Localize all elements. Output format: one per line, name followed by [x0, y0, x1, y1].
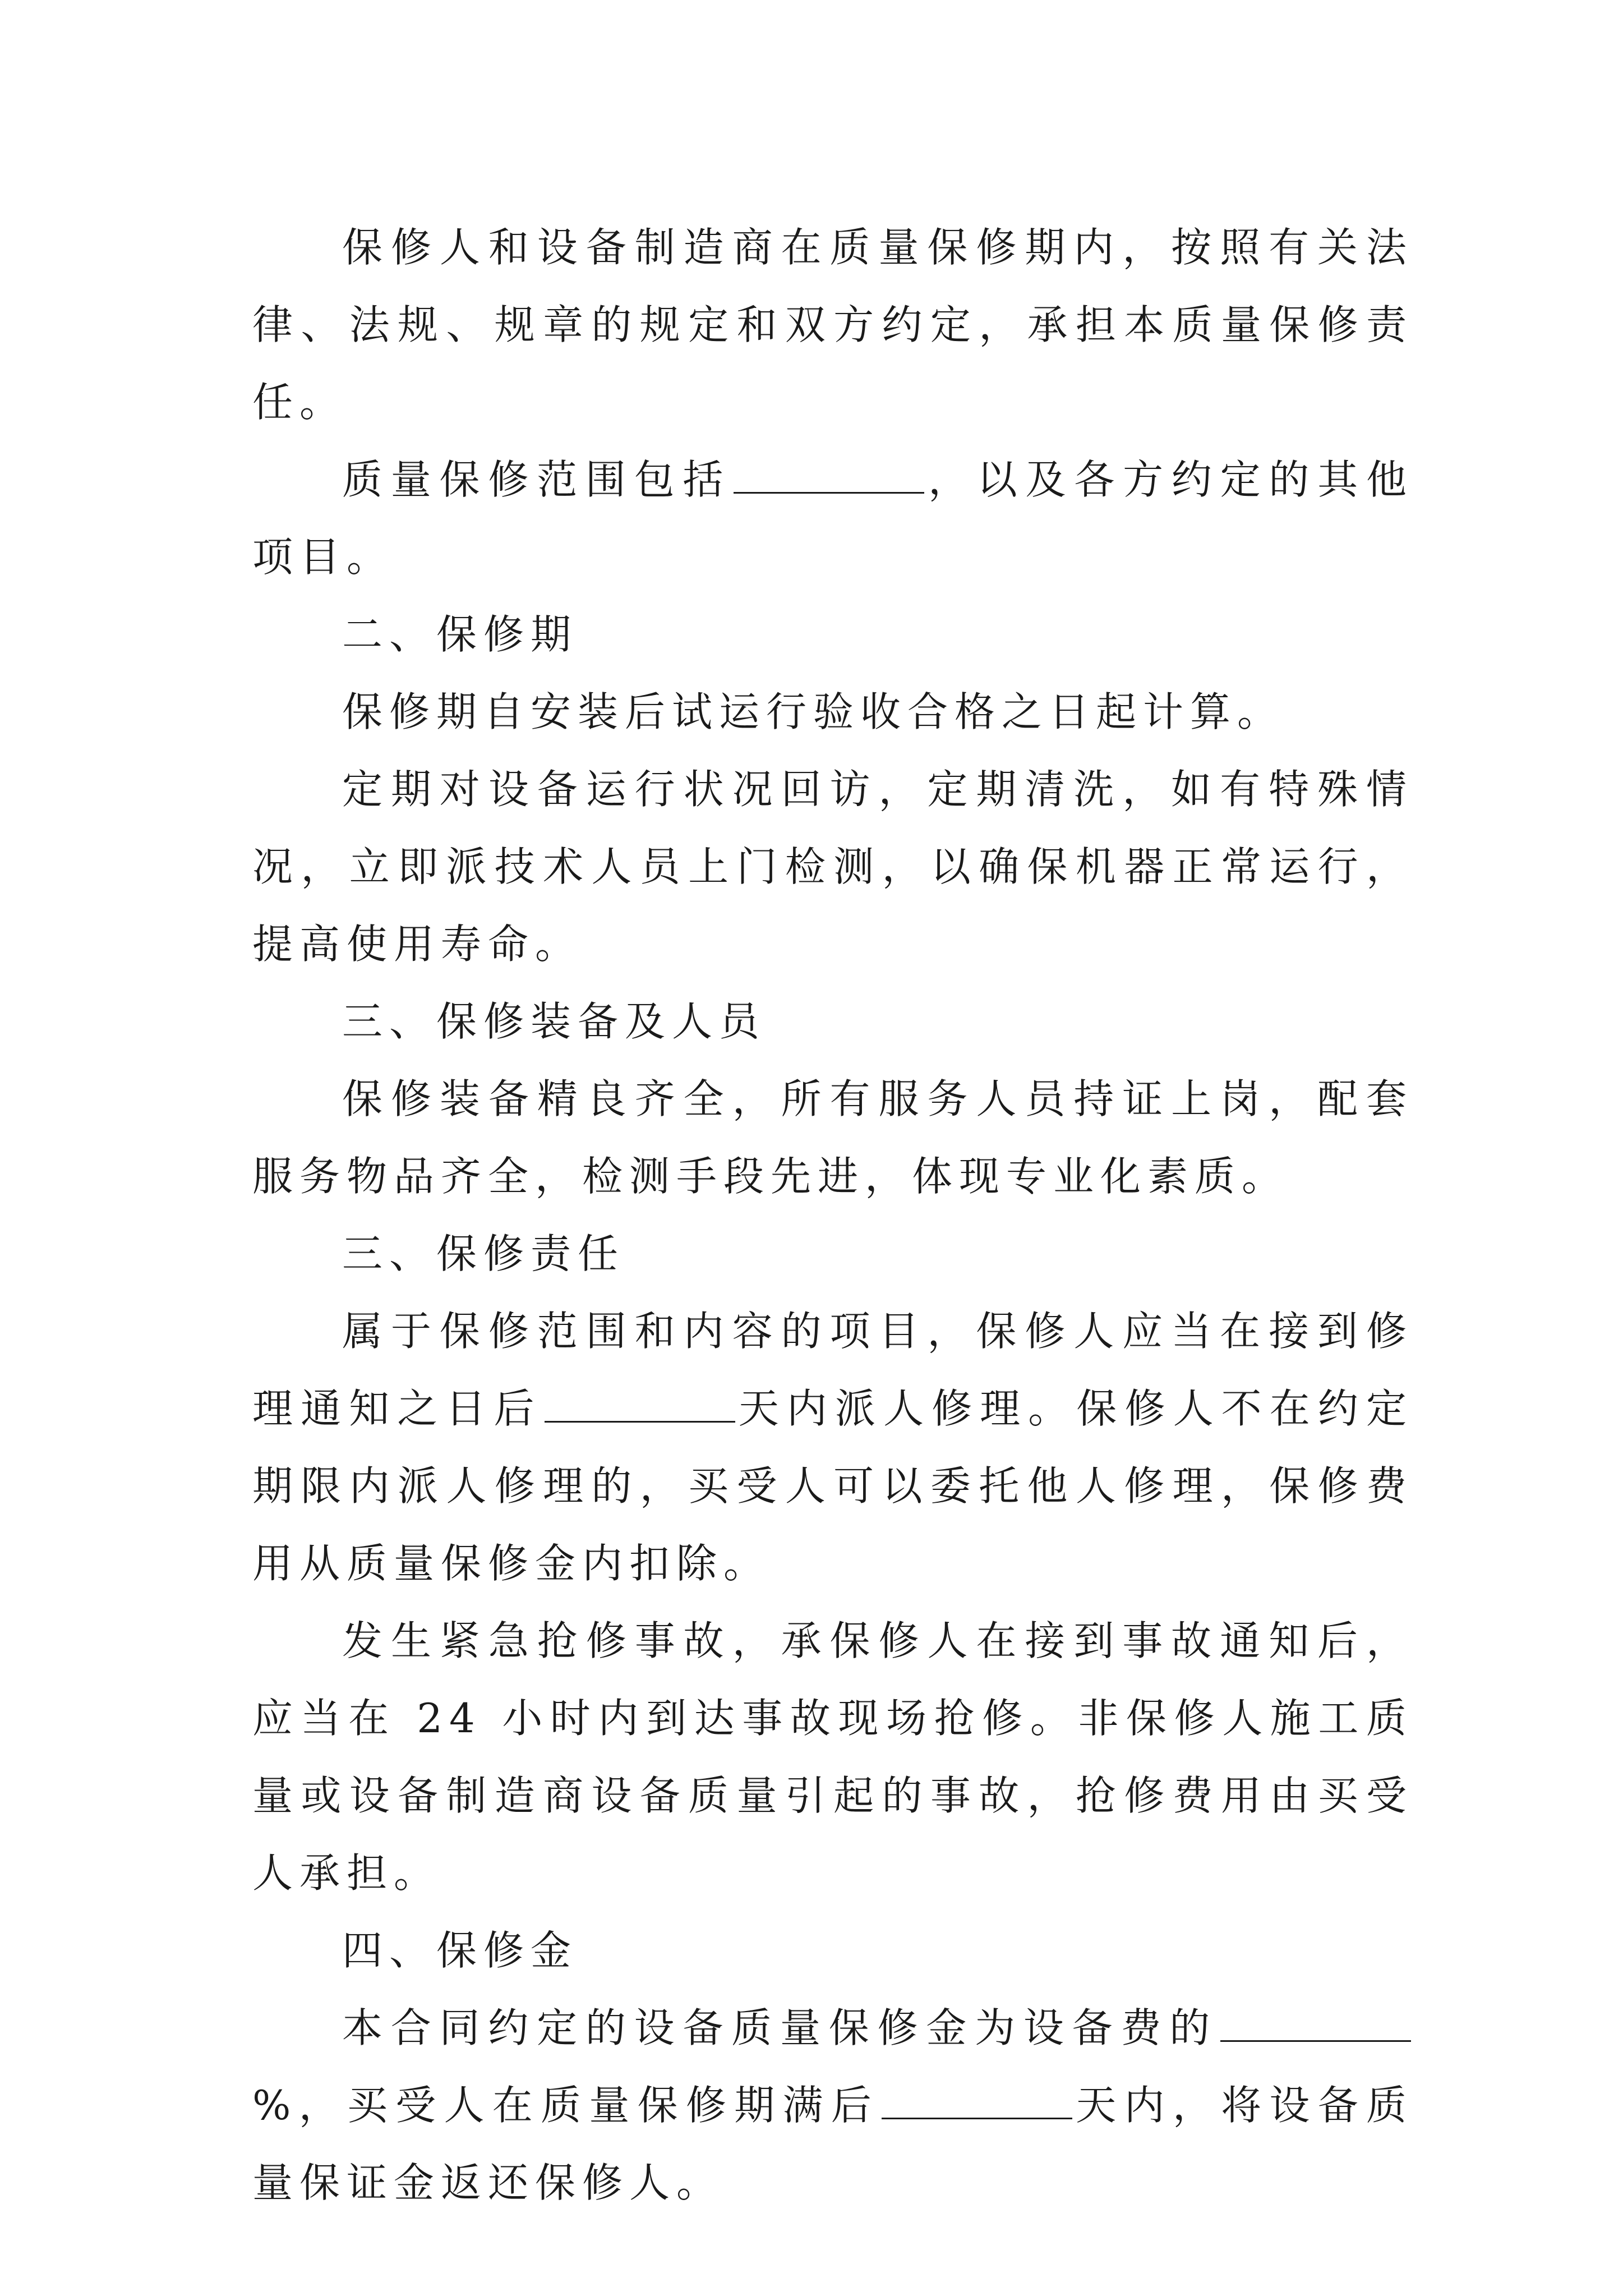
- fill-in-blank-days: [545, 1387, 735, 1423]
- heading-text: 二、保修期: [342, 611, 578, 658]
- paragraph-period-start: [252, 673, 1413, 751]
- paragraph-warranty-scope: [252, 441, 1413, 596]
- heading-text: 三、保修责任: [342, 1230, 625, 1277]
- paragraph-text: 发生紧急抢修事故，承保修人在接到事故通知后，应当在 24 小时内到达事故现场抢修。非保修人施工质量或设备制造商设备质量引起的事故，抢修费用由买受人承担。: [252, 1617, 1413, 1897]
- fill-in-blank-percent: [1220, 2007, 1411, 2042]
- paragraph-text: %，买受人在质量保修期满后: [252, 2082, 880, 2129]
- paragraph-text: 属于保修范围和内容的项目，保修人应当在接到修理通知之日后: [252, 1308, 1413, 1432]
- paragraph-text: 天内，将设备质量保证金返还保修人。: [252, 2082, 1413, 2206]
- fill-in-blank-return-days: [882, 2084, 1072, 2119]
- heading-text: 四、保修金: [342, 1927, 578, 1974]
- fill-in-blank-scope: [734, 458, 924, 494]
- section-heading-warranty-responsibility: [252, 1215, 1413, 1292]
- paragraph-regular-visits: [252, 751, 1413, 983]
- paragraph-text: ，以及各方约定的其他项目。: [252, 456, 1413, 581]
- document-body: [252, 209, 1413, 2221]
- heading-text: 三、保修装备及人员: [342, 998, 767, 1045]
- section-heading-equipment-personnel: [252, 983, 1413, 1060]
- paragraph-equipment-personnel: [252, 1060, 1413, 1215]
- paragraph-warranty-intro: [252, 209, 1413, 441]
- section-heading-warranty-period: [252, 596, 1413, 673]
- paragraph-text: 质量保修范围包括: [342, 456, 732, 503]
- paragraph-text: 定期对设备运行状况回访，定期清洗，如有特殊情况，立即派技术人员上门检测，以确保机器正常运行，提高使用寿命。: [252, 766, 1413, 968]
- paragraph-emergency-repair: [252, 1602, 1413, 1912]
- paragraph-text: 本合同约定的设备质量保修金为设备费的: [342, 2004, 1218, 2051]
- paragraph-repair-notice: [252, 1292, 1413, 1602]
- paragraph-text: 保修装备精良齐全，所有服务人员持证上岗，配套服务物品齐全，检测手段先进，体现专业化素质。: [252, 1075, 1413, 1200]
- paragraph-deposit-terms: [252, 1989, 1413, 2221]
- paragraph-text: 保修人和设备制造商在质量保修期内，按照有关法律、法规、规章的规定和双方约定，承担本质量保修责任。: [252, 224, 1413, 426]
- paragraph-text: 保修期自安装后试运行验收合格之日起计算。: [342, 688, 1285, 735]
- paragraph-text: 天内派人修理。保修人不在约定期限内派人修理的，买受人可以委托他人修理，保修费用从质量保修金内扣除。: [252, 1385, 1413, 1587]
- section-heading-warranty-deposit: [252, 1912, 1413, 1989]
